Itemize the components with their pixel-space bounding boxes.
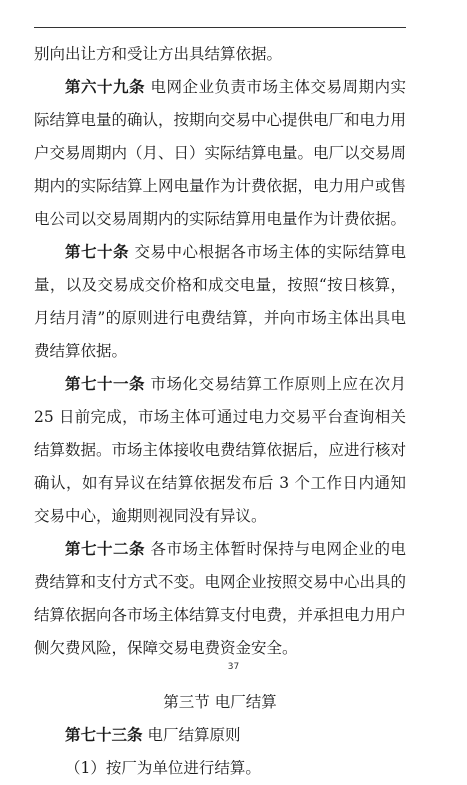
- paragraph-continuation: [34, 38, 406, 71]
- article-text: 交易中心根据各市场主体的实际结算电量，以及交易成交价格和成交电量，按照“按日核算，月结月清”的原则进行电费结算，并向市场主体出具电费结算依据。: [34, 243, 406, 360]
- paragraph-text: 别向出让方和受让方出具结算依据。: [34, 45, 283, 63]
- article-number: 第六十九条: [65, 78, 146, 96]
- article-number: 第七十三条: [65, 726, 143, 744]
- article-number: 第七十一条: [65, 375, 146, 393]
- article-text: 市场化交易结算工作原则上应在次月 25 日前完成，市场主体可通过电力交易平台查询相关结算数据。市场主体接收电费结算依据后，应进行核对确认，如有异议在结算依据发布后 3 个工作日内通知交易中心，逾期则视同没有异议。: [34, 375, 407, 525]
- article-70: [34, 236, 406, 368]
- article-text: 电网企业负责市场主体交易周期内实际结算电量的确认，按期向交易中心提供电厂和电力用户交易周期内（月、日）实际结算电量。电厂以交易周期内的实际结算上网电量作为计费依据，电力用户或售电公司以交易周期内的实际结算用电量作为计费依据。: [34, 78, 407, 228]
- article-71: [34, 368, 406, 533]
- article-number: 第七十二条: [65, 540, 146, 558]
- list-item: （1）按厂为单位进行结算。: [65, 759, 261, 777]
- article-69: [34, 71, 406, 236]
- article-text: 电厂结算原则: [147, 726, 241, 744]
- article-73: [34, 719, 406, 752]
- article-72: [34, 533, 406, 665]
- section-title: 第三节 电厂结算: [163, 693, 277, 711]
- document-body: [34, 38, 406, 785]
- header-rule: [34, 27, 406, 28]
- page-number: 37: [227, 662, 240, 672]
- article-number: 第七十条: [65, 243, 130, 261]
- article-text: 各市场主体暂时保持与电网企业的电费结算和支付方式不变。电网企业按照交易中心出具的结算依据向各市场主体结算支付电费，并承担电力用户侧欠费风险，保障交易电费资金安全。: [34, 540, 407, 657]
